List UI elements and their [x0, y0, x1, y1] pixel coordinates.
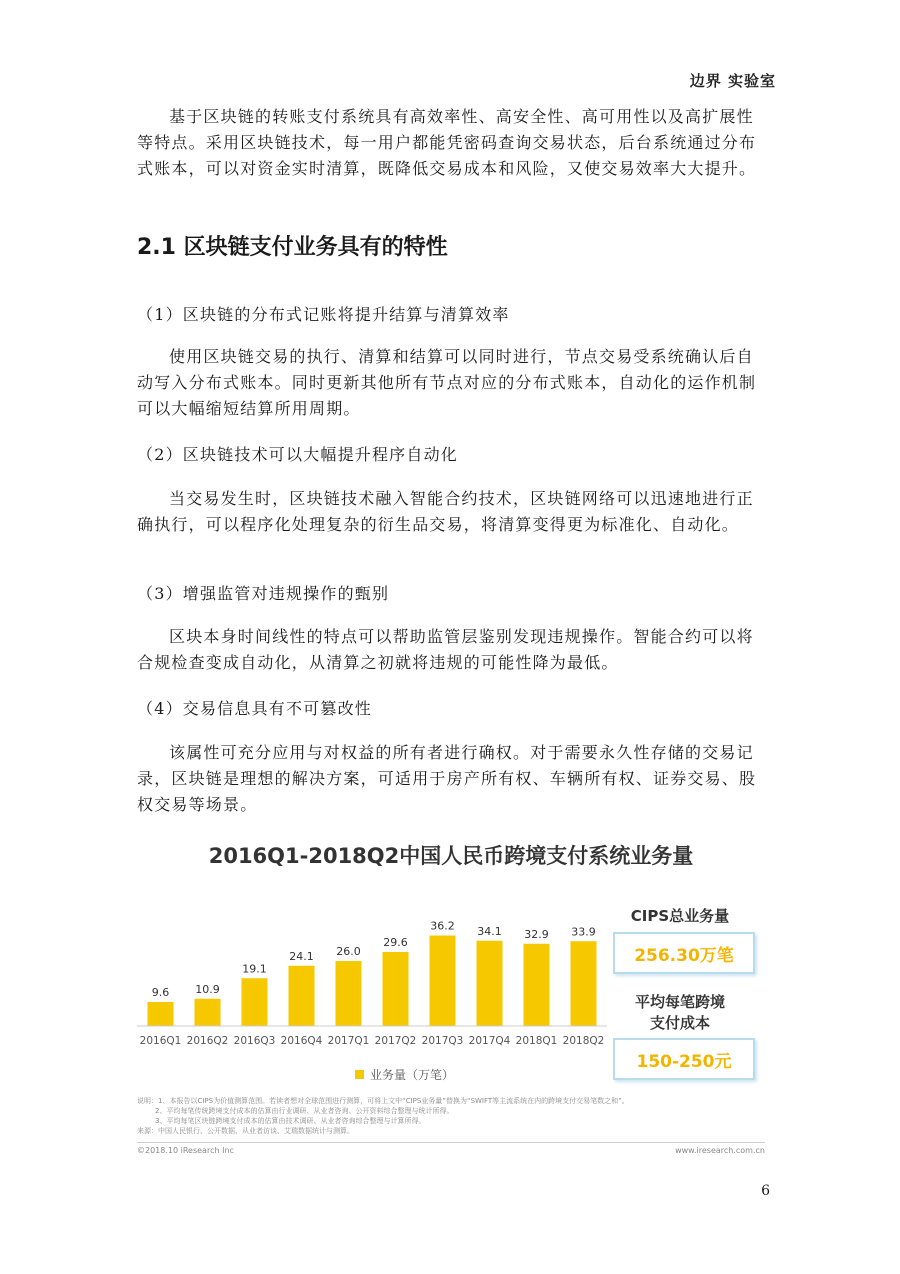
bar-2016Q2: [195, 999, 221, 1026]
x-tick-label: 2017Q3: [421, 1035, 464, 1047]
x-tick-label: 2016Q2: [186, 1035, 229, 1047]
data-label: 9.6: [151, 986, 170, 999]
note-line: 3、平均每笔区块链跨境支付成本的估算由技术调研、从业者咨询综合整理与计算所得。: [155, 1117, 426, 1125]
x-tick-label: 2018Q1: [515, 1035, 558, 1047]
legend-swatch: [355, 1070, 364, 1079]
x-tick-label: 2017Q2: [374, 1035, 417, 1047]
data-label: 32.9: [524, 927, 549, 941]
chart-figure: [137, 840, 765, 1170]
legend-label: 业务量（万笔）: [370, 1068, 455, 1082]
cips-total-label: CIPS总业务量: [630, 907, 730, 925]
cost-label-2: 支付成本: [649, 1014, 710, 1032]
chart-legend: [355, 1066, 454, 1083]
copyright: ©2018.10 iResearch Inc: [137, 1146, 234, 1155]
cips-total-value: 256.30万笔: [613, 932, 755, 974]
bar-2016Q1: [148, 1002, 174, 1026]
note-line: 说明：1、本报告以CIPS为价值测算范围。若读者想对全球范围进行测算，可将上文中“CIPS业务量”替换为“SWIFT等主流系统在内的跨境支付交易笔数之和”。: [137, 1097, 629, 1105]
x-tick-label: 2017Q1: [327, 1035, 370, 1047]
cost-label-1: 平均每笔跨境: [634, 993, 725, 1011]
bar-chart: [137, 900, 607, 1060]
x-tick-label: 2016Q4: [280, 1035, 323, 1047]
item-heading-3: （3）增强监管对违规操作的甄别: [137, 584, 390, 603]
x-tick-label: 2016Q1: [139, 1035, 182, 1047]
data-label: 26.0: [336, 945, 361, 958]
data-label: 34.1: [477, 924, 502, 938]
bar-2017Q3: [430, 936, 456, 1027]
intro-paragraph: 基于区块链的转账支付系统具有高效率性、高安全性、高可用性以及高扩展性等特点。采用区块链技术，每一用户都能凭密码查询交易状态，后台系统通过分布式账本，可以对资金实时清算，既降低交易成本和风险，又使交易效率大大提升。: [137, 107, 757, 178]
site-url: www.iresearch.com.cn: [675, 1146, 765, 1155]
item-body-4: 该属性可充分应用与对权益的所有者进行确权。对于需要永久性存储的交易记录，区块链是理想的解决方案，可适用于房产所有权、车辆所有权、证券交易、股权交易等场景。: [137, 743, 757, 814]
data-label: 33.9: [571, 925, 596, 939]
section-title: 2.1 区块链支付业务具有的特性: [137, 235, 448, 260]
item-body-2: 当交易发生时，区块链技术融入智能合约技术，区块链网络可以迅速地进行正确执行，可以程序化处理复杂的衍生品交易，将清算变得更为标准化、自动化。: [137, 489, 754, 534]
bar-2016Q3: [242, 978, 268, 1026]
data-label: 36.2: [430, 919, 455, 933]
item-heading-1: （1）区块链的分布式记账将提升结算与清算效率: [137, 305, 510, 324]
bar-2018Q1: [524, 944, 550, 1026]
page-number: 6: [761, 1183, 770, 1199]
note-line: 来源：中国人民银行、公开数据、从业者访谈、艾瑞数据统计与测算。: [137, 1127, 354, 1135]
item-heading-2: （2）区块链技术可以大幅提升程序自动化: [137, 445, 458, 464]
x-tick-label: 2018Q2: [562, 1035, 605, 1047]
item-body-3: 区块本身时间线性的特点可以帮助监管层鉴别发现违规操作。智能合约可以将合规检查变成自动化，从清算之初就将违规的可能性降为最低。: [137, 627, 754, 672]
x-tick-label: 2017Q4: [468, 1035, 511, 1047]
chart-notes: [137, 1096, 765, 1136]
data-label: 10.9: [195, 982, 220, 996]
footer-divider: [137, 1142, 765, 1143]
bar-2016Q4: [289, 966, 315, 1026]
cost-value: 150-250元: [613, 1038, 755, 1080]
chart-title: 2016Q1-2018Q2中国人民币跨境支付系统业务量: [208, 844, 694, 868]
item-heading-4: （4）交易信息具有不可篡改性: [137, 699, 372, 718]
x-tick-label: 2016Q3: [233, 1035, 276, 1047]
bar-2017Q2: [383, 952, 409, 1026]
data-label: 19.1: [242, 962, 267, 976]
note-line: 2、平均每笔传统跨境支付成本的估算由行业调研、从业者咨询、公开资料综合整理与统计所得。: [155, 1107, 454, 1115]
data-label: 29.6: [383, 936, 408, 949]
bar-2018Q2: [571, 941, 597, 1026]
bar-2017Q1: [336, 961, 362, 1026]
item-body-1: 使用区块链交易的执行、清算和结算可以同时进行，节点交易受系统确认后自动写入分布式账本。同时更新其他所有节点对应的分布式账本，自动化的运作机制可以大幅缩短结算所用周期。: [137, 347, 757, 418]
brand-logo: 边界 实验室: [689, 72, 776, 90]
bar-2017Q4: [477, 941, 503, 1026]
data-label: 24.1: [289, 949, 314, 963]
